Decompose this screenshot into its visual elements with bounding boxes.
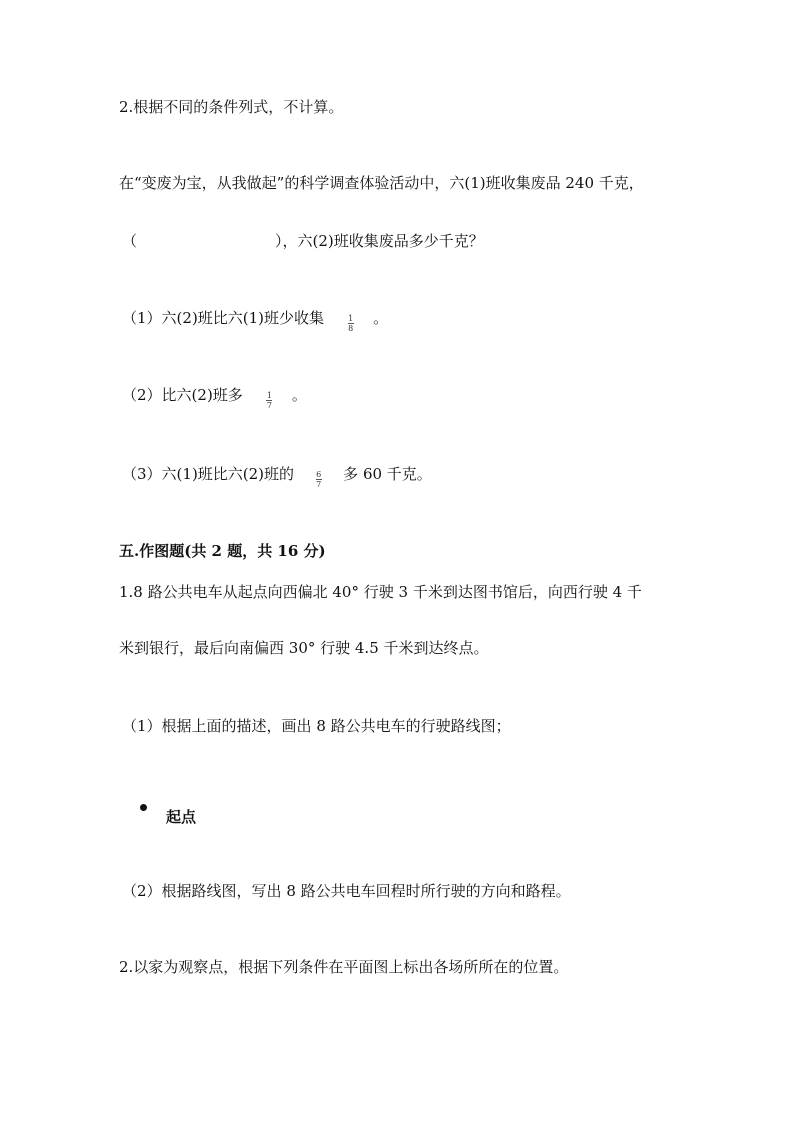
drawing-question-1-line2: 米到银行，最后向南偏西 30° 行驶 4.5 千米到达终点。 bbox=[119, 639, 489, 657]
drawing-question-2: 2.以家为观察点，根据下列条件在平面图上标出各场所所在的位置。 bbox=[119, 958, 569, 976]
condition-item-1-text: （1）六(2)班比六(1)班少收集 bbox=[122, 309, 325, 327]
fraction-numerator: 6 bbox=[316, 469, 322, 479]
question-2-heading: 2.根据不同的条件列式，不计算。 bbox=[119, 98, 344, 116]
condition-item-2-text: （2）比六(2)班多 bbox=[122, 386, 243, 404]
condition-item-2-suffix: 。 bbox=[291, 386, 307, 404]
fraction-one-eighth bbox=[348, 314, 354, 333]
section-5-title: 五.作图题(共 2 题，共 16 分) bbox=[119, 542, 326, 560]
blank-open-paren: （ bbox=[122, 232, 138, 250]
drawing-question-1-part2: （2）根据路线图，写出 8 路公共电车回程时所行驶的方向和路程。 bbox=[122, 882, 571, 900]
fraction-denominator: 7 bbox=[316, 479, 322, 489]
condition-item-3 bbox=[122, 464, 432, 489]
condition-item-2 bbox=[122, 385, 307, 410]
blank-close-text: ），六(2)班收集废品多少千克？ bbox=[275, 232, 484, 250]
condition-item-1-suffix: 。 bbox=[373, 309, 389, 327]
condition-item-3-suffix: 多 60 千克。 bbox=[343, 465, 432, 483]
start-point-dot bbox=[140, 804, 147, 811]
fraction-denominator: 8 bbox=[348, 323, 354, 333]
question-2-context-line1: 在“变废为宝，从我做起”的科学调查体验活动中，六(1)班收集废品 240 千克， bbox=[119, 174, 644, 192]
fraction-denominator: 7 bbox=[266, 400, 272, 410]
start-point-label: 起点 bbox=[166, 808, 197, 826]
question-2-context-line2 bbox=[122, 231, 484, 251]
drawing-question-1-line1: 1.8 路公共电车从起点向西偏北 40° 行驶 3 千米到达图书馆后，向西行驶 4 千 bbox=[119, 583, 642, 601]
fraction-one-seventh bbox=[266, 391, 272, 410]
drawing-question-1-part1: （1）根据上面的描述，画出 8 路公共电车的行驶路线图； bbox=[122, 717, 511, 735]
fraction-numerator: 1 bbox=[348, 313, 354, 323]
condition-item-1 bbox=[122, 308, 389, 333]
fraction-six-sevenths bbox=[316, 470, 322, 489]
condition-item-3-text: （3）六(1)班比六(2)班的 bbox=[122, 465, 295, 483]
fraction-numerator: 1 bbox=[266, 390, 272, 400]
